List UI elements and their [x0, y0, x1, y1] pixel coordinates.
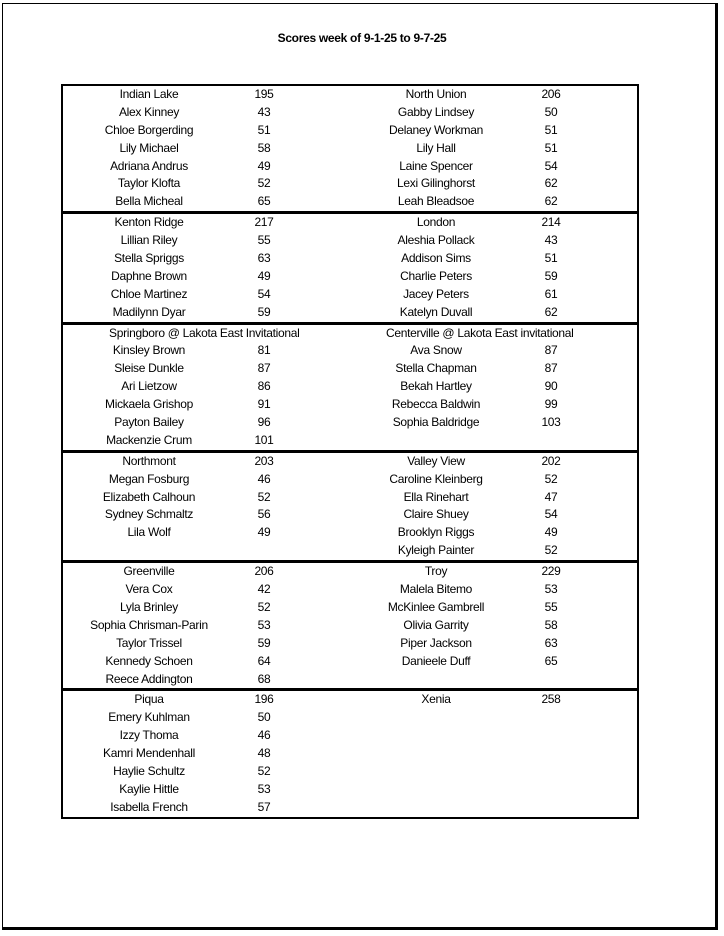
- team-section: [63, 322, 637, 450]
- player-name: Lily Michael: [119, 140, 179, 155]
- player-score: 52: [257, 176, 271, 191]
- player-row: [63, 671, 350, 689]
- player-row: [350, 727, 637, 745]
- player-score: 56: [257, 507, 271, 522]
- player-score: 43: [257, 104, 271, 119]
- player-row: [350, 140, 637, 158]
- player-row: [350, 489, 637, 507]
- player-row: [350, 360, 637, 378]
- player-name: Olivia Garrity: [403, 617, 469, 632]
- team-total: 196: [254, 692, 274, 707]
- team-name: Centerville @ Lakota East invitational: [386, 325, 574, 340]
- player-row: [63, 175, 350, 193]
- player-row: [350, 506, 637, 524]
- player-score: 52: [544, 543, 558, 558]
- player-name: Bella Micheal: [115, 194, 183, 209]
- player-row: [350, 396, 637, 414]
- player-row: [63, 617, 350, 635]
- team-section: [63, 86, 637, 211]
- player-row: [350, 268, 637, 286]
- player-name: Taylor Trissel: [116, 635, 182, 650]
- player-name: Katelyn Duvall: [399, 304, 473, 319]
- player-score: 63: [544, 635, 558, 650]
- player-row: [63, 140, 350, 158]
- player-score: 58: [544, 617, 558, 632]
- player-row: [63, 781, 350, 799]
- team-column-right: [350, 325, 637, 450]
- player-score: 51: [257, 122, 271, 137]
- player-row: [350, 175, 637, 193]
- player-score: 52: [257, 763, 271, 778]
- player-name: Haylie Schultz: [113, 763, 185, 778]
- player-name: Vera Cox: [125, 582, 173, 597]
- team-name: Piqua: [134, 692, 164, 707]
- player-row: [350, 799, 637, 817]
- player-name: Malela Bitemo: [399, 582, 473, 597]
- team-total: 217: [254, 215, 274, 230]
- player-row: [63, 432, 350, 450]
- player-score: 55: [544, 599, 558, 614]
- player-name: Lila Wolf: [127, 525, 171, 540]
- player-score: 103: [541, 415, 561, 430]
- player-row: [63, 378, 350, 396]
- player-name: Madilynn Dyar: [112, 304, 186, 319]
- player-row: [350, 524, 637, 542]
- team-name: Xenia: [421, 692, 451, 707]
- team-name: Indian Lake: [119, 87, 179, 101]
- player-name: Claire Shuey: [403, 507, 469, 522]
- player-score: 51: [544, 251, 558, 266]
- team-total: 195: [254, 87, 274, 101]
- player-name: Isabella French: [110, 799, 188, 814]
- player-name: Leah Bleadsoe: [397, 194, 475, 209]
- team-column-right: [350, 691, 637, 816]
- player-score: 62: [544, 176, 558, 191]
- player-name: Brooklyn Riggs: [397, 525, 475, 540]
- player-score: 57: [257, 799, 271, 814]
- player-name: Mickaela Grishop: [105, 397, 193, 412]
- player-row: [350, 599, 637, 617]
- player-row: [350, 193, 637, 211]
- player-name: Kyleigh Painter: [397, 543, 475, 558]
- team-name: Greenville: [123, 564, 175, 579]
- player-name: Stella Spriggs: [114, 251, 184, 266]
- player-score: 49: [544, 525, 558, 540]
- player-row: [350, 671, 637, 689]
- player-name: Lily Hall: [416, 140, 456, 155]
- player-row: [63, 104, 350, 122]
- player-score: 49: [257, 525, 271, 540]
- player-score: 49: [257, 158, 271, 173]
- player-name: Ari Lietzow: [121, 379, 177, 394]
- team-section: [63, 450, 637, 560]
- team-name: North Union: [405, 87, 467, 101]
- player-score: 87: [544, 361, 558, 376]
- team-column-left: [63, 453, 350, 560]
- team-name: London: [416, 215, 456, 230]
- team-column-left: [63, 563, 350, 688]
- player-row: [350, 745, 637, 763]
- player-row: [63, 158, 350, 176]
- player-score: 54: [544, 158, 558, 173]
- team-header-row: [350, 214, 637, 232]
- player-row: [63, 304, 350, 322]
- team-header-row: [350, 691, 637, 709]
- player-score: 86: [257, 379, 271, 394]
- player-score: 48: [257, 746, 271, 761]
- player-name: Aleshia Pollack: [397, 233, 475, 248]
- player-name: Sleise Dunkle: [114, 361, 184, 376]
- player-score: 52: [544, 471, 558, 486]
- team-header-row: [63, 86, 350, 104]
- player-score: 43: [544, 233, 558, 248]
- team-header-row: [350, 325, 637, 343]
- player-score: 91: [257, 397, 271, 412]
- player-score: 52: [257, 599, 271, 614]
- player-name: Kinsley Brown: [112, 343, 186, 358]
- player-row: [63, 232, 350, 250]
- player-name: Sophia Baldridge: [392, 415, 480, 430]
- player-row: [350, 542, 637, 560]
- player-score: 46: [257, 471, 271, 486]
- team-header-row: [63, 214, 350, 232]
- player-row: [63, 360, 350, 378]
- player-score: 50: [544, 104, 558, 119]
- player-row: [350, 342, 637, 360]
- player-score: 87: [544, 343, 558, 358]
- player-name: McKinlee Gambrell: [387, 599, 485, 614]
- player-name: Emery Kuhlman: [108, 710, 190, 725]
- player-row: [350, 617, 637, 635]
- player-name: Kaylie Hittle: [119, 781, 179, 796]
- player-name: Alex Kinney: [118, 104, 180, 119]
- player-name: Payton Bailey: [114, 415, 184, 430]
- player-score: 64: [257, 653, 271, 668]
- player-row: [350, 635, 637, 653]
- player-name: Bekah Hartley: [400, 379, 472, 394]
- team-total: 214: [541, 215, 561, 230]
- player-name: Daphne Brown: [111, 268, 187, 283]
- player-row: [63, 342, 350, 360]
- player-name: Ella Rinehart: [403, 489, 469, 504]
- player-score: 50: [257, 710, 271, 725]
- player-score: 51: [544, 140, 558, 155]
- player-score: 49: [257, 268, 271, 283]
- player-score: 62: [544, 194, 558, 209]
- player-row: [63, 506, 350, 524]
- player-row: [350, 286, 637, 304]
- player-row: [63, 286, 350, 304]
- player-row: [350, 471, 637, 489]
- player-name: Sophia Chrisman-Parin: [90, 617, 208, 632]
- player-name: Reece Addington: [105, 671, 193, 686]
- team-total: 206: [541, 87, 561, 101]
- team-column-right: [350, 214, 637, 321]
- page-title: Scores week of 9-1-25 to 9-7-25: [277, 31, 447, 45]
- player-row: [63, 653, 350, 671]
- player-score: 52: [257, 489, 271, 504]
- player-name: Chloe Borgerding: [104, 122, 194, 137]
- team-header-row: [63, 563, 350, 581]
- player-name: Piper Jackson: [400, 635, 472, 650]
- player-score: 42: [257, 582, 271, 597]
- player-name: Kamri Mendenhall: [103, 746, 195, 761]
- player-row: [63, 581, 350, 599]
- player-score: 53: [257, 617, 271, 632]
- player-score: 59: [544, 268, 558, 283]
- player-score: 99: [544, 397, 558, 412]
- player-name: Adriana Andrus: [110, 158, 188, 173]
- team-name: Valley View: [407, 453, 465, 468]
- player-name: Lyla Brinley: [120, 599, 178, 614]
- player-score: 81: [257, 343, 271, 358]
- player-row: [350, 781, 637, 799]
- player-row: [350, 709, 637, 727]
- player-name: Rebecca Baldwin: [391, 397, 481, 412]
- team-total: 229: [541, 564, 561, 579]
- player-row: [63, 799, 350, 817]
- team-total: 206: [254, 564, 274, 579]
- player-row: [63, 250, 350, 268]
- player-score: 59: [257, 304, 271, 319]
- player-row: [63, 396, 350, 414]
- player-name: Stella Chapman: [395, 361, 477, 376]
- player-score: 54: [257, 286, 271, 301]
- player-name: Mackenzie Crum: [106, 432, 192, 447]
- team-section: [63, 560, 637, 688]
- player-name: Sydney Schmaltz: [104, 507, 194, 522]
- player-name: Delaney Workman: [389, 122, 483, 137]
- player-name: Caroline Kleinberg: [389, 471, 483, 486]
- team-header-row: [63, 691, 350, 709]
- player-name: Taylor Klofta: [117, 176, 181, 191]
- player-score: 47: [544, 489, 558, 504]
- player-score: 58: [257, 140, 271, 155]
- player-name: Laine Spencer: [399, 158, 473, 173]
- player-score: 68: [257, 671, 271, 686]
- player-row: [63, 599, 350, 617]
- player-name: Izzy Thoma: [119, 728, 179, 743]
- team-name: Springboro @ Lakota East Invitational: [109, 325, 300, 340]
- player-row: [63, 763, 350, 781]
- player-score: 46: [257, 728, 271, 743]
- team-header-row: [63, 453, 350, 471]
- team-name: Northmont: [122, 453, 176, 468]
- team-header-row: [350, 563, 637, 581]
- player-score: 54: [544, 507, 558, 522]
- team-total: 202: [541, 453, 561, 468]
- player-row: [350, 158, 637, 176]
- player-row: [63, 542, 350, 560]
- player-name: Addison Sims: [401, 251, 471, 266]
- player-name: Kennedy Schoen: [105, 653, 193, 668]
- player-name: Danieele Duff: [401, 653, 471, 668]
- player-name: Elizabeth Calhoun: [102, 489, 196, 504]
- player-name: Ava Snow: [410, 343, 462, 358]
- player-name: Jacey Peters: [403, 286, 469, 301]
- player-row: [350, 432, 637, 450]
- player-name: Lillian Riley: [120, 233, 178, 248]
- player-name: Chloe Martinez: [110, 286, 188, 301]
- player-score: 53: [544, 582, 558, 597]
- player-row: [63, 471, 350, 489]
- player-row: [63, 745, 350, 763]
- player-name: Megan Fosburg: [108, 471, 190, 486]
- team-column-left: [63, 325, 350, 450]
- player-score: 61: [544, 286, 558, 301]
- team-column-left: [63, 86, 350, 211]
- team-column-left: [63, 691, 350, 816]
- team-column-right: [350, 453, 637, 560]
- player-score: 55: [257, 233, 271, 248]
- player-name: Charlie Peters: [400, 268, 472, 283]
- player-row: [350, 378, 637, 396]
- team-name: Kenton Ridge: [114, 215, 184, 230]
- player-name: Gabby Lindsey: [397, 104, 475, 119]
- player-score: 87: [257, 361, 271, 376]
- player-score: 63: [257, 251, 271, 266]
- scores-table: [61, 84, 639, 819]
- team-column-left: [63, 214, 350, 321]
- team-header-row: [350, 86, 637, 104]
- player-row: [63, 524, 350, 542]
- team-section: [63, 211, 637, 321]
- player-score: 101: [254, 432, 274, 447]
- player-row: [63, 709, 350, 727]
- player-score: 53: [257, 781, 271, 796]
- team-header-row: [350, 453, 637, 471]
- player-score: 96: [257, 415, 271, 430]
- player-row: [350, 763, 637, 781]
- player-row: [350, 250, 637, 268]
- player-row: [350, 232, 637, 250]
- player-row: [63, 122, 350, 140]
- team-total: 258: [541, 692, 561, 707]
- player-score: 62: [544, 304, 558, 319]
- team-section: [63, 688, 637, 816]
- player-score: 65: [257, 194, 271, 209]
- player-name: Lexi Gilinghorst: [397, 176, 475, 191]
- player-row: [350, 581, 637, 599]
- team-name: Troy: [424, 564, 448, 579]
- player-row: [350, 414, 637, 432]
- player-row: [63, 193, 350, 211]
- player-score: 51: [544, 122, 558, 137]
- player-row: [350, 304, 637, 322]
- player-score: 65: [544, 653, 558, 668]
- player-row: [63, 635, 350, 653]
- player-row: [350, 104, 637, 122]
- player-row: [63, 268, 350, 286]
- player-row: [350, 653, 637, 671]
- team-column-right: [350, 563, 637, 688]
- player-row: [63, 727, 350, 745]
- player-row: [63, 489, 350, 507]
- player-score: 59: [257, 635, 271, 650]
- team-header-row: [63, 325, 350, 343]
- team-column-right: [350, 86, 637, 211]
- player-row: [350, 122, 637, 140]
- player-score: 90: [544, 379, 558, 394]
- team-total: 203: [254, 453, 274, 468]
- player-row: [63, 414, 350, 432]
